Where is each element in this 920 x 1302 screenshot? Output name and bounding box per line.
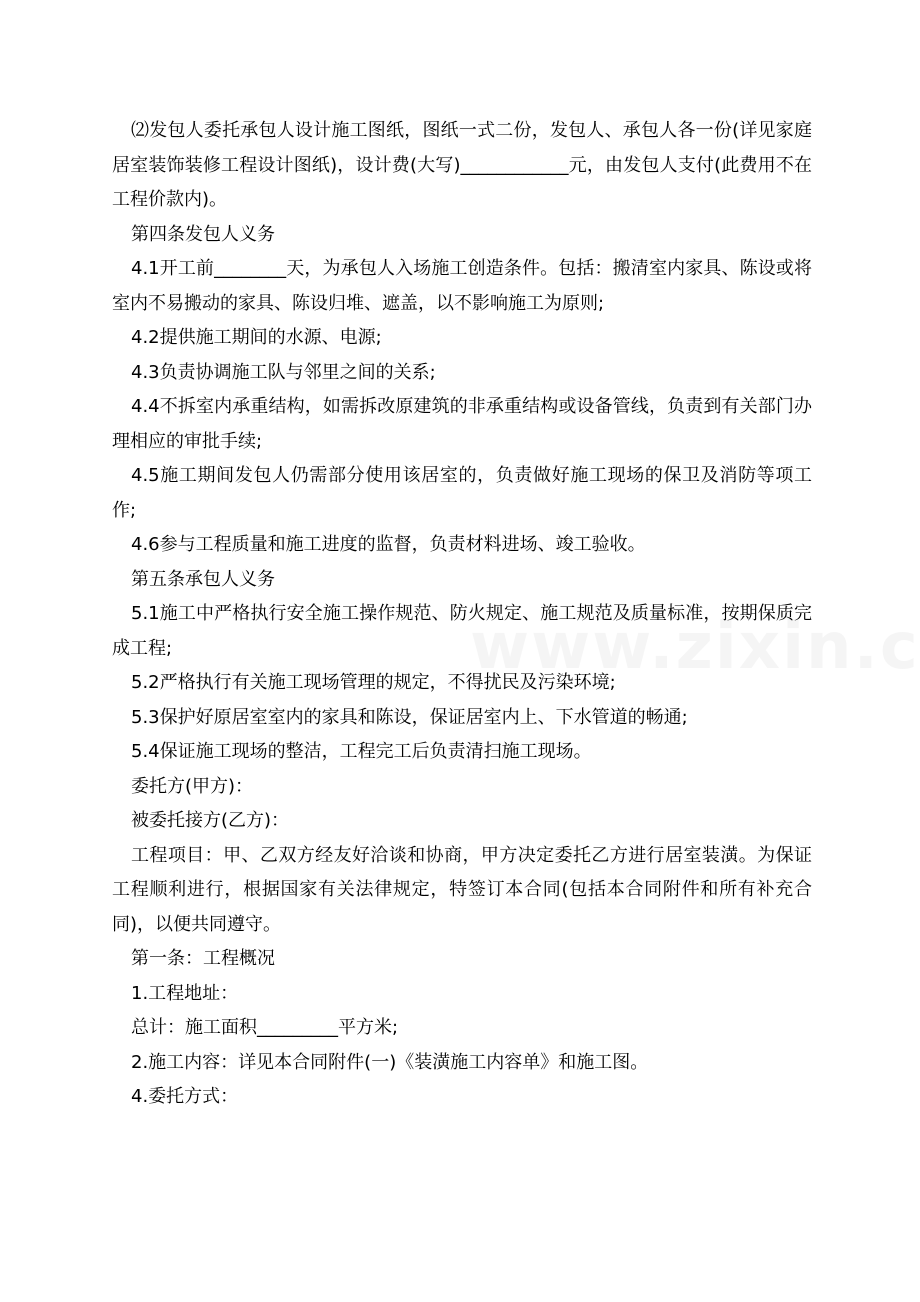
paragraph-total-area: 总计：施工面积_________平方米; [131, 1017, 399, 1038]
paragraph-4-5: 4.5施工期间发包人仍需部分使用该居室的，负责做好施工现场的保卫及消防等项工作; [112, 465, 812, 521]
paragraph-address: 1.工程地址： [131, 982, 239, 1004]
paragraph-5-2: 5.2严格执行有关施工现场管理的规定，不得扰民及污染环境; [131, 672, 616, 693]
document-body [112, 114, 812, 1115]
paragraph-4-3: 4.3负责协调施工队与邻里之间的关系; [131, 361, 436, 383]
paragraph-method: 4.委托方式： [131, 1086, 239, 1107]
paragraph-design-fee: ⑵发包人委托承包人设计施工图纸，图纸一式二份，发包人、承包人各一份(详见家庭居室装饰装修工程设计图纸)，设计费(大写)____________元，由发包人支付(此费用不在工程价款内)。 [112, 120, 812, 210]
party-b-line: 被委托接方(乙方)： [131, 810, 290, 831]
paragraph-5-4: 5.4保证施工现场的整洁，工程完工后负责清扫施工现场。 [131, 741, 592, 762]
heading-article-1: 第一条：工程概况 [131, 948, 275, 969]
paragraph-4-4: 4.4不拆室内承重结构，如需拆改原建筑的非承重结构或设备管线，负责到有关部门办理相应的审批手续; [112, 396, 812, 452]
heading-article-4: 第四条发包人义务 [131, 223, 275, 245]
paragraph-5-3: 5.3保护好原居室室内的家具和陈设，保证居室内上、下水管道的畅通; [131, 706, 688, 728]
paragraph-4-6: 4.6参与工程质量和施工进度的监督，负责材料进场、竣工验收。 [131, 534, 646, 555]
paragraph-project: 工程项目：甲、乙双方经友好洽谈和协商，甲方决定委托乙方进行居室装潢。为保证工程顺利进行，根据国家有关法律规定，特签订本合同(包括本合同附件和所有补充合同)，以便共同遵守。 [112, 844, 812, 935]
paragraph-4-2: 4.2提供施工期间的水源、电源; [131, 327, 382, 348]
paragraph-5-1: 5.1施工中严格执行安全施工操作规范、防火规定、施工规范及质量标准，按期保质完成工程; [112, 603, 812, 659]
paragraph-4-1: 4.1开工前________天，为承包人入场施工创造条件。包括：搬清室内家具、陈设或将室内不易搬动的家具、陈设归堆、遮盖，以不影响施工为原则; [112, 258, 812, 314]
heading-article-5: 第五条承包人义务 [131, 568, 275, 590]
party-a-line: 委托方(甲方)： [131, 775, 254, 797]
paragraph-content: 2.施工内容：详见本合同附件(一)《装潢施工内容单》和施工图。 [131, 1051, 649, 1073]
